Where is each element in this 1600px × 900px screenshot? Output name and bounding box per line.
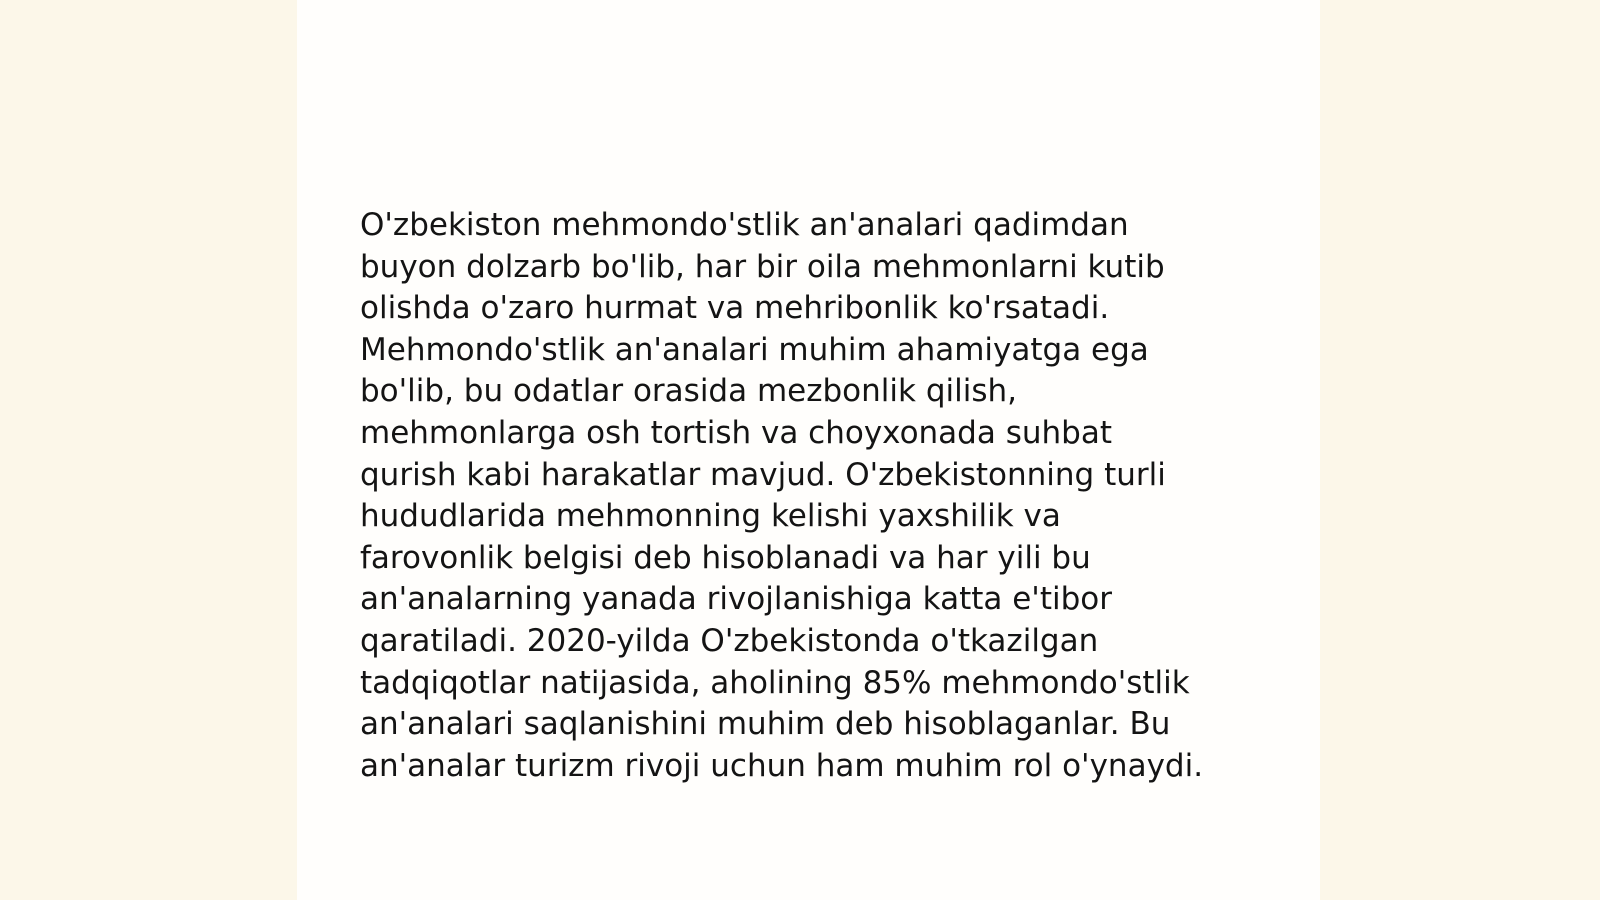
paragraph-line: olishda o'zaro hurmat va mehribonlik ko'rsatadi. [360,290,1110,327]
paragraph-line: buyon dolzarb bo'lib, har bir oila mehmonlarni kutib [360,248,1165,285]
paragraph-line: Mehmondo'stlik an'analari muhim ahamiyatga ega [360,331,1149,368]
paragraph-line: an'analari saqlanishini muhim deb hisoblaganlar. Bu [360,706,1171,743]
document-page [297,0,1320,900]
paragraph-line: hududlarida mehmonning kelishi yaxshilik va [360,498,1061,535]
paragraph-line: O'zbekiston mehmondo'stlik an'analari qadimdan [360,207,1129,243]
paragraph-line: qaratiladi. 2020-yilda O'zbekistonda o'tkazilgan [360,622,1099,659]
paragraph-line: farovonlik belgisi deb hisoblanadi va har yili bu [360,539,1091,576]
paragraph-line: an'analarning yanada rivojlanishiga katta e'tibor [360,581,1112,618]
paragraph-line: bo'lib, bu odatlar orasida mezbonlik qilish, [360,373,1017,410]
body-paragraph [360,205,1250,787]
paragraph-line: mehmonlarga osh tortish va choyxonada suhbat [360,414,1112,451]
paragraph-line: tadqiqotlar natijasida, aholining 85% mehmondo'stlik [360,664,1190,701]
paragraph-line: an'analar turizm rivoji uchun ham muhim rol o'ynaydi. [360,747,1204,784]
paragraph-line: qurish kabi harakatlar mavjud. O'zbekistonning turli [360,456,1166,493]
